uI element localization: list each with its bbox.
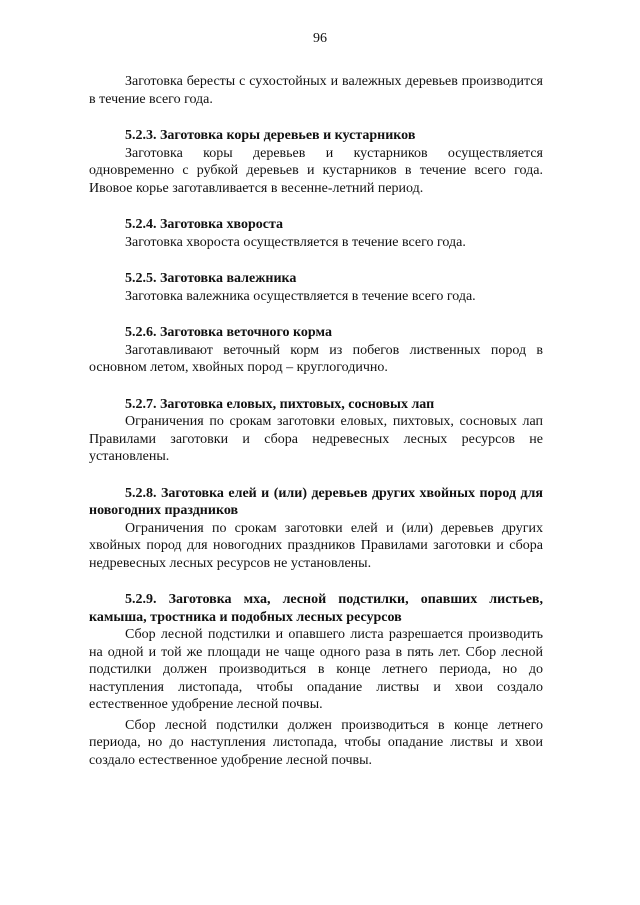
section-heading: 5.2.8. Заготовка елей и (или) деревьев других хвойных пород для новогодних праздников: [89, 485, 543, 518]
section-heading: 5.2.3. Заготовка коры деревьев и кустарников: [125, 128, 416, 143]
section-paragraph: Сбор лесной подстилки и опавшего листа разрешается производить на одной и той же площади не чаще одного раза в пять лет. Сбор лесной подстилки должен производиться в конце летнего периода, но до наступления листопада, чтобы опадание листвы и хвои создало естественное удобрение лесной почвы.: [89, 627, 543, 712]
section-paragraph: Заготовка коры деревьев и кустарников осуществляется одновременно с рубкой деревьев и кустарников в течение всего года. Ивовое корье заготавливается в весенне-летний период.: [89, 145, 543, 196]
section-heading: 5.2.7. Заготовка еловых, пихтовых, сосновых лап: [125, 396, 435, 412]
page-number: 96: [313, 31, 327, 46]
section-heading: 5.2.4. Заготовка хвороста: [125, 217, 283, 232]
intro-block: [89, 73, 543, 108]
section-paragraph: Сбор лесной подстилки должен производиться в конце летнего периода, но до наступления листопада, чтобы опадание листвы и хвои создало естественное удобрение лесной почвы.: [89, 717, 543, 768]
section-5-2-4: [89, 216, 543, 251]
section-heading: 5.2.5. Заготовка валежника: [125, 271, 297, 286]
section-paragraph: Заготавливают веточный корм из побегов лиственных пород в основном летом, хвойных пород – круглогодично.: [89, 342, 543, 375]
section-paragraph: Ограничения по срокам заготовки еловых, пихтовых, сосновых лап Правилами заготовки и сбора недревесных лесных ресурсов не установлены.: [89, 414, 543, 464]
section-5-2-5: [89, 270, 543, 305]
section-heading: 5.2.9. Заготовка мха, лесной подстилки, опавших листьев, камыша, тростника и подобных лесных ресурсов: [89, 592, 543, 625]
intro-paragraph: Заготовка бересты с сухостойных и валежных деревьев производится в течение всего года.: [89, 74, 543, 107]
document-body: [89, 73, 543, 788]
section-5-2-8: [89, 485, 543, 573]
section-5-2-9: [89, 591, 543, 769]
section-paragraph: Заготовка хвороста осуществляется в течение всего года.: [125, 234, 466, 250]
section-5-2-7: [89, 396, 543, 466]
section-paragraph: Заготовка валежника осуществляется в течение всего года.: [125, 288, 476, 304]
section-heading: 5.2.6. Заготовка веточного корма: [125, 325, 332, 340]
section-5-2-3: [89, 127, 543, 197]
section-paragraph: Ограничения по срокам заготовки елей и (или) деревьев других хвойных пород для новогодних праздников Правилами заготовки и сбора недревесных лесных ресурсов не установлены.: [89, 520, 543, 571]
section-5-2-6: [89, 324, 543, 377]
